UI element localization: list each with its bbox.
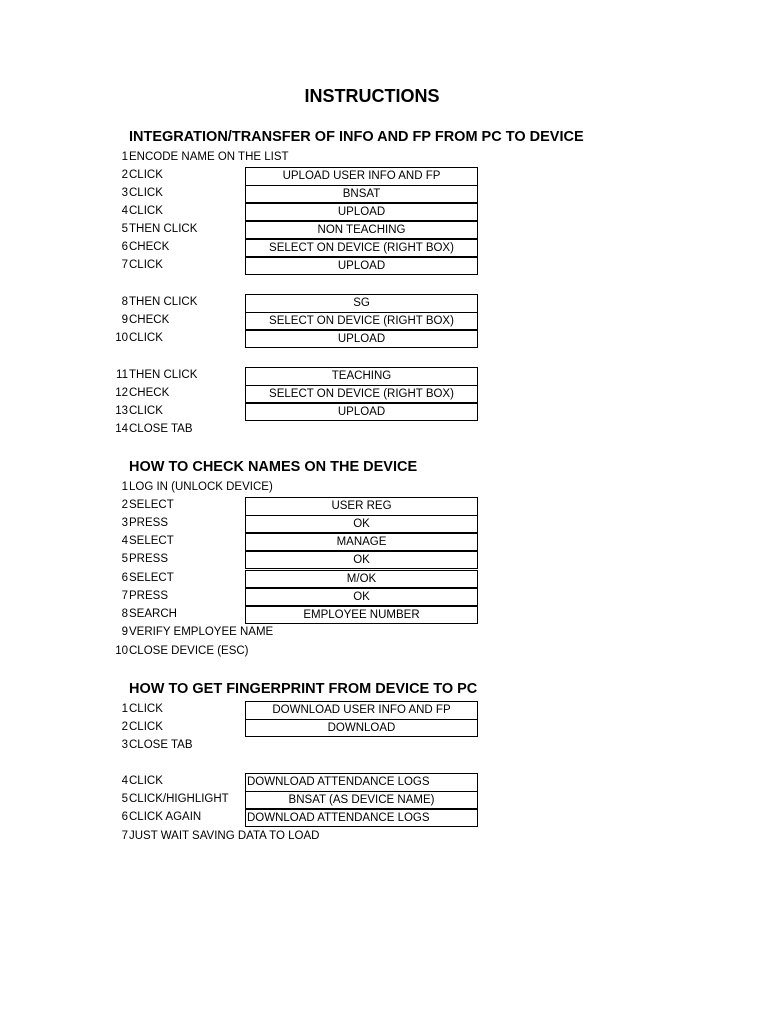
step-number: 4 xyxy=(121,775,128,787)
step-text: CLICK AGAIN xyxy=(129,811,202,823)
step-number: 2 xyxy=(121,499,128,511)
step-text: CLICK xyxy=(129,405,163,417)
step-text: PRESS xyxy=(129,517,168,529)
step-row xyxy=(0,570,768,588)
step-text: PRESS xyxy=(129,553,168,565)
step-text: CLICK xyxy=(129,332,163,344)
step-row xyxy=(0,294,768,312)
step-text: CLOSE DEVICE (ESC) xyxy=(129,645,249,657)
step-box: SELECT ON DEVICE (RIGHT BOX) xyxy=(245,312,478,330)
step-row xyxy=(0,588,768,606)
step-text: SELECT xyxy=(129,572,174,584)
step-row xyxy=(0,239,768,257)
step-number: 3 xyxy=(121,517,128,529)
step-number: 5 xyxy=(121,553,128,565)
step-text: SELECT xyxy=(129,499,174,511)
step-box: OK xyxy=(245,515,478,533)
step-row xyxy=(0,533,768,551)
step-number: 1 xyxy=(121,481,128,493)
step-row xyxy=(0,367,768,385)
step-number: 6 xyxy=(121,572,128,584)
step-box: NON TEACHING xyxy=(245,221,478,239)
step-number: 7 xyxy=(121,259,128,271)
step-number: 2 xyxy=(121,169,128,181)
step-number: 14 xyxy=(115,423,128,435)
step-box: SG xyxy=(245,294,478,313)
step-box: SELECT ON DEVICE (RIGHT BOX) xyxy=(245,385,478,403)
step-number: 11 xyxy=(116,369,128,381)
page-title: INSTRUCTIONS xyxy=(304,86,440,106)
step-text: CLICK xyxy=(129,721,163,733)
step-box: M/OK xyxy=(245,570,478,588)
step-number: 4 xyxy=(121,205,128,217)
step-row xyxy=(0,701,768,719)
step-text: SEARCH xyxy=(129,608,177,620)
step-number: 9 xyxy=(121,626,128,638)
step-text: JUST WAIT SAVING DATA TO LOAD xyxy=(129,830,320,842)
section-title-check-names: HOW TO CHECK NAMES ON THE DEVICE xyxy=(129,459,418,475)
step-number: 7 xyxy=(121,590,128,602)
step-number: 1 xyxy=(121,151,128,163)
step-box: MANAGE xyxy=(245,533,478,551)
step-text: CHECK xyxy=(129,241,170,253)
step-text: CLICK xyxy=(129,169,163,181)
step-text: CHECK xyxy=(129,387,170,399)
step-number: 7 xyxy=(121,830,128,842)
step-text: CLICK xyxy=(129,703,163,715)
step-box: SELECT ON DEVICE (RIGHT BOX) xyxy=(245,239,478,257)
step-number: 8 xyxy=(121,608,128,620)
step-row xyxy=(0,312,768,330)
step-text: CLOSE TAB xyxy=(129,423,193,435)
step-number: 10 xyxy=(115,332,128,344)
step-text: THEN CLICK xyxy=(129,296,198,308)
step-row xyxy=(0,828,768,846)
step-text: CLICK xyxy=(129,259,163,271)
step-text: CLICK/HIGHLIGHT xyxy=(129,793,229,805)
step-row xyxy=(0,203,768,221)
step-box: TEACHING xyxy=(245,367,478,386)
step-row xyxy=(0,167,768,185)
step-row xyxy=(0,403,768,421)
section-title-get-fingerprint: HOW TO GET FINGERPRINT FROM DEVICE TO PC xyxy=(129,681,478,697)
step-row xyxy=(0,330,768,348)
step-row xyxy=(0,479,768,497)
step-number: 12 xyxy=(115,387,128,399)
step-box: UPLOAD xyxy=(245,203,478,221)
step-row xyxy=(0,515,768,533)
step-row xyxy=(0,719,768,737)
step-box: DOWNLOAD USER INFO AND FP xyxy=(245,701,478,720)
step-text: THEN CLICK xyxy=(129,223,198,235)
step-number: 4 xyxy=(121,535,128,547)
step-box: OK xyxy=(245,588,478,606)
step-box: UPLOAD USER INFO AND FP xyxy=(245,167,478,186)
step-row xyxy=(0,809,768,827)
step-row xyxy=(0,624,768,642)
step-text: CHECK xyxy=(129,314,170,326)
step-number: 6 xyxy=(121,241,128,253)
step-number: 5 xyxy=(121,793,128,805)
step-box: DOWNLOAD ATTENDANCE LOGS xyxy=(245,809,478,827)
step-number: 5 xyxy=(121,223,128,235)
step-box: DOWNLOAD ATTENDANCE LOGS xyxy=(245,773,478,792)
step-number: 9 xyxy=(121,314,128,326)
step-text: LOG IN (UNLOCK DEVICE) xyxy=(129,481,273,493)
step-row xyxy=(0,737,768,755)
step-text: CLICK xyxy=(129,775,163,787)
step-box: OK xyxy=(245,551,478,569)
step-box: UPLOAD xyxy=(245,257,478,275)
section-title-integration: INTEGRATION/TRANSFER OF INFO AND FP FROM PC TO DEVICE xyxy=(129,129,584,145)
step-text: THEN CLICK xyxy=(129,369,198,381)
step-row xyxy=(0,221,768,239)
step-number: 8 xyxy=(121,296,128,308)
step-number: 13 xyxy=(115,405,128,417)
step-number: 2 xyxy=(121,721,128,733)
step-text: SELECT xyxy=(129,535,174,547)
step-number: 10 xyxy=(115,645,128,657)
step-text: CLOSE TAB xyxy=(129,739,193,751)
step-row xyxy=(0,497,768,515)
step-number: 6 xyxy=(121,811,128,823)
step-text: VERIFY EMPLOYEE NAME xyxy=(129,626,274,638)
step-box: UPLOAD xyxy=(245,403,478,421)
step-row xyxy=(0,149,768,167)
step-row xyxy=(0,257,768,275)
step-row xyxy=(0,185,768,203)
step-row xyxy=(0,606,768,624)
step-number: 3 xyxy=(121,187,128,199)
step-text: CLICK xyxy=(129,205,163,217)
step-number: 1 xyxy=(121,703,128,715)
step-row xyxy=(0,551,768,569)
step-box: UPLOAD xyxy=(245,330,478,348)
step-row xyxy=(0,385,768,403)
step-box: EMPLOYEE NUMBER xyxy=(245,606,478,624)
step-row xyxy=(0,791,768,809)
step-text: ENCODE NAME ON THE LIST xyxy=(129,151,289,163)
step-row xyxy=(0,773,768,791)
step-box: BNSAT (AS DEVICE NAME) xyxy=(245,791,478,809)
step-number: 3 xyxy=(121,739,128,751)
step-row xyxy=(0,421,768,439)
step-text: PRESS xyxy=(129,590,168,602)
step-box: BNSAT xyxy=(245,185,478,203)
step-row xyxy=(0,643,768,661)
step-text: CLICK xyxy=(129,187,163,199)
step-box: USER REG xyxy=(245,497,478,516)
step-box: DOWNLOAD xyxy=(245,719,478,737)
